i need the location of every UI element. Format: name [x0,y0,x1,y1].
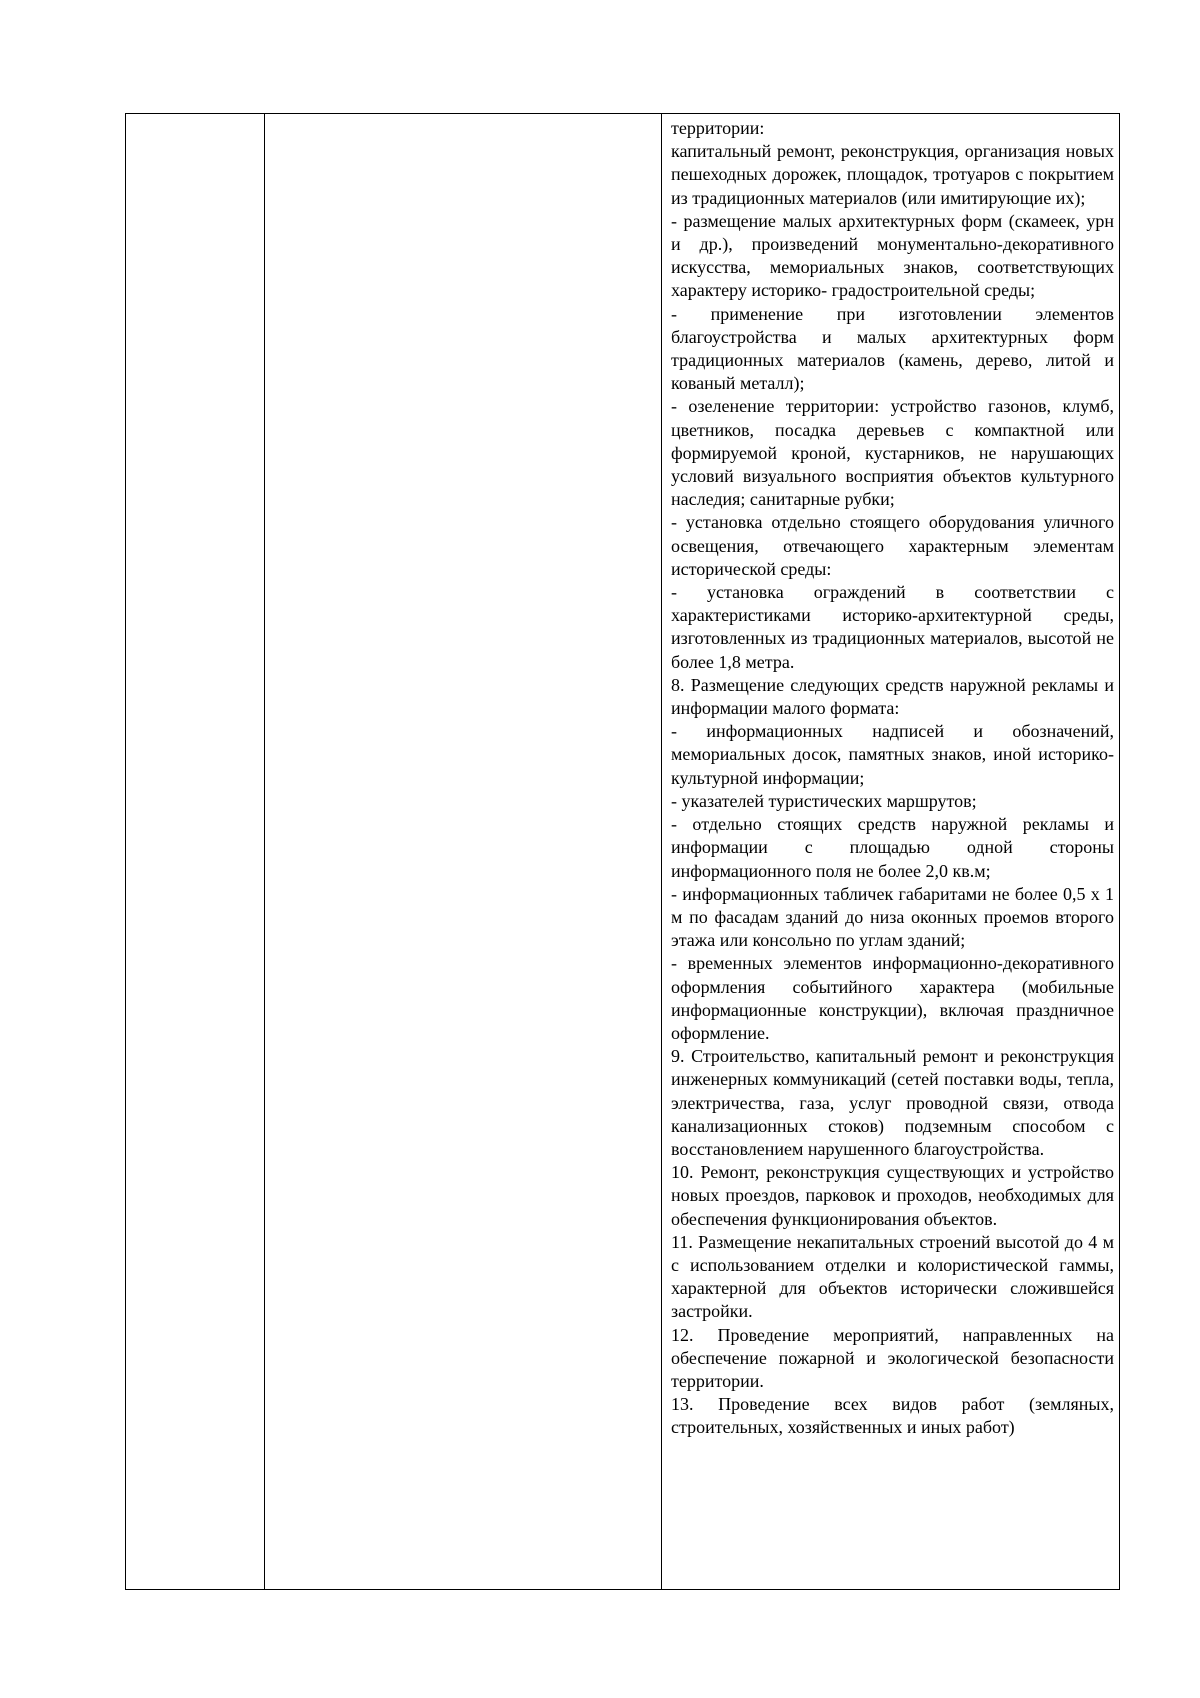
paragraph: - информационных надписей и обозначений, мемориальных досок, памятных знаков, иной историко-культурной информации; [671,721,1114,788]
paragraph: 11. Размещение некапитальных строений высотой до 4 м с использованием отделки и колористической гаммы, характерной для объектов исторически сложившейся застройки. [671,1231,1114,1322]
paragraph: - отдельно стоящих средств наружной рекламы и информации с площадью одной стороны информационного поля не более 2,0 кв.м; [671,814,1114,881]
paragraph: 13. Проведение всех видов работ (земляных, строительных, хозяйственных и иных работ) [671,1394,1114,1438]
paragraph: капитальный ремонт, реконструкция, организация новых пешеходных дорожек, площадок, тротуаров с покрытием из традиционных материалов (или имитирующие их); [671,141,1114,208]
paragraph: территории: [671,118,765,138]
table-cell-number [126,114,265,1590]
paragraph: - временных элементов информационно-декоративного оформления событийного характера (мобильные информационные конструкции), включая праздничное оформление. [671,953,1114,1043]
paragraph: - указателей туристических маршрутов; [671,790,977,811]
paragraph: - установка отдельно стоящего оборудования уличного освещения, отвечающего характерным элементам исторической среды: [671,512,1114,579]
paragraph: - информационных табличек габаритами не более 0,5 х 1 м по фасадам зданий до низа оконных проемов второго этажа или консольно по углам зданий; [671,883,1114,951]
requirements-text [662,114,1119,1440]
paragraph: - озеленение территории: устройство газонов, клумб, цветников, посадка деревьев с компактной или формируемой кроной, кустарников, не нарушающих условий визуального восприятия объектов культурного наследия; санитарные рубки; [671,396,1114,510]
table-cell-zone [265,114,662,1590]
paragraph: 10. Ремонт, реконструкция существующих и устройство новых проездов, парковок и проходов, необходимых для обеспечения функционирования объектов. [671,1162,1114,1229]
paragraph: - размещение малых архитектурных форм (скамеек, урн и др.), произведений монументально-декоративного искусства, мемориальных знаков, соответствующих характеру историко- градостроительной среды; [671,210,1114,301]
paragraph: 8. Размещение следующих средств наружной рекламы и информации малого формата: [671,674,1114,719]
table-row [126,114,1120,1590]
paragraph: - применение при изготовлении элементов благоустройства и малых архитектурных форм традиционных материалов (камень, дерево, литой и кованый металл); [671,303,1114,394]
regulation-table [125,113,1120,1590]
paragraph: - установка ограждений в соответствии с характеристиками историко-архитектурной среды, изготовленных из традиционных материалов, высотой не более 1,8 метра. [671,582,1114,672]
paragraph: 12. Проведение мероприятий, направленных на обеспечение пожарной и экологической безопасности территории. [671,1324,1114,1391]
table-cell-requirements [662,114,1120,1590]
paragraph: 9. Строительство, капитальный ремонт и реконструкция инженерных коммуникаций (сетей поставки воды, тепла, электричества, газа, услуг проводной связи, отвода канализационных стоков) подземным способом с восстановлением нарушенного благоустройства. [671,1046,1114,1159]
